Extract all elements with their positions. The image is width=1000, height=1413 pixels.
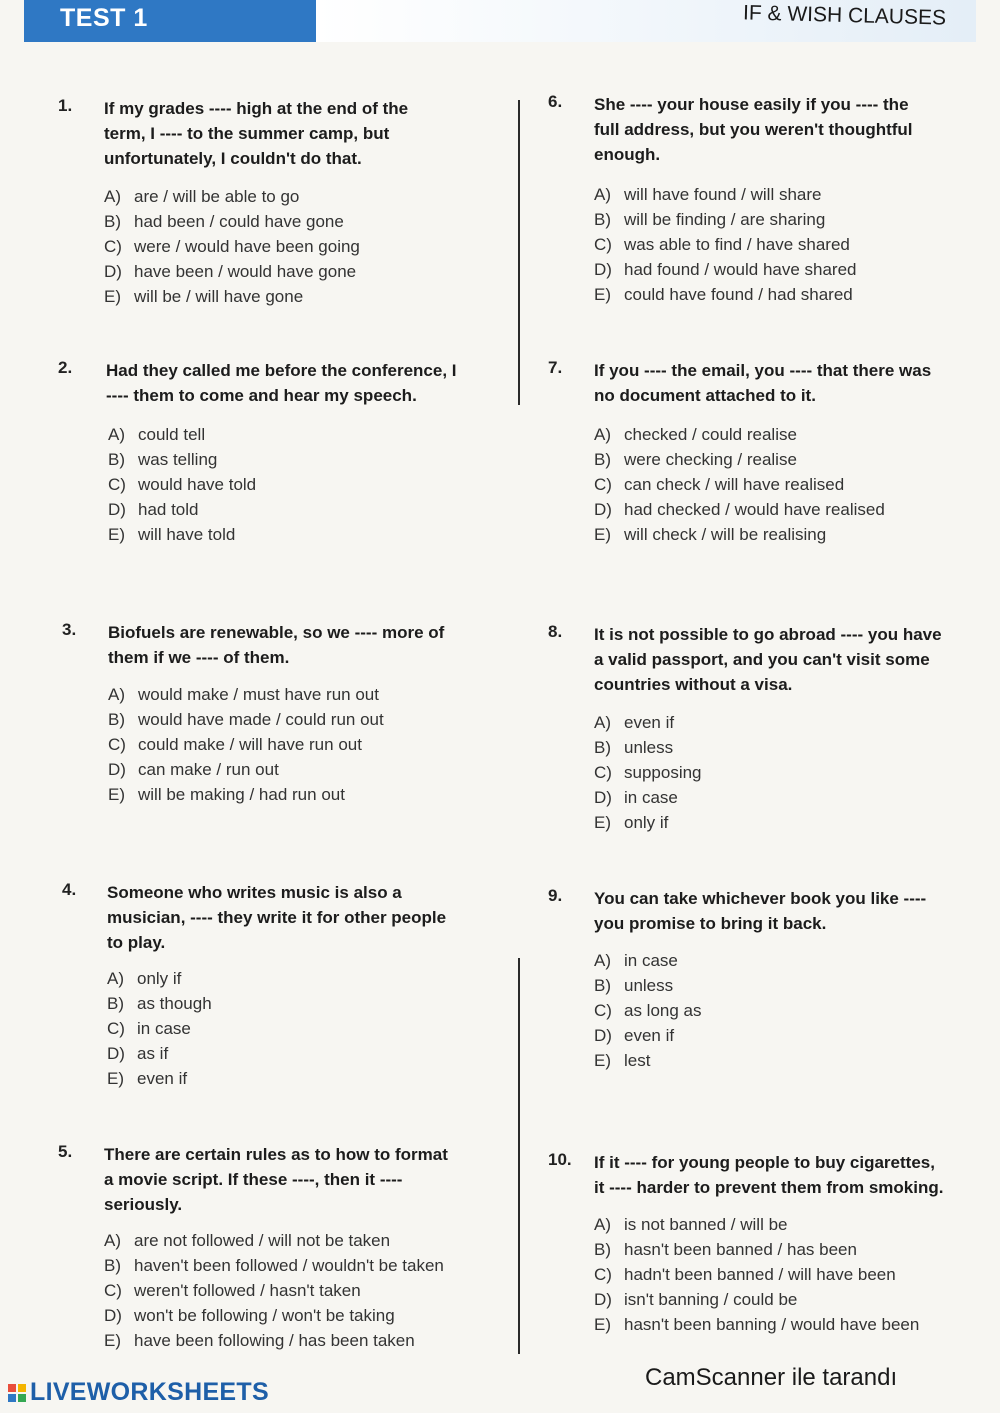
question-stem-line: If my grades ---- high at the end of the [104, 99, 409, 118]
option-letter: A) [594, 425, 611, 444]
question-stem [594, 1150, 943, 1200]
answer-option[interactable] [594, 1212, 919, 1237]
option-letter: D) [104, 1306, 122, 1325]
option-letter: D) [594, 1026, 612, 1045]
option-text: is not banned / will be [624, 1215, 788, 1234]
question-stem-line: countries without a visa. [594, 675, 793, 694]
option-letter: E) [107, 1069, 124, 1088]
option-letter: E) [594, 1051, 611, 1070]
option-letter: E) [594, 1315, 611, 1334]
option-text: even if [624, 1026, 675, 1045]
option-letter: C) [594, 475, 612, 494]
option-text: unless [624, 976, 674, 995]
answer-option[interactable] [594, 735, 702, 760]
option-letter: D) [108, 500, 126, 519]
option-letter: B) [594, 450, 611, 469]
option-text: in case [137, 1019, 191, 1038]
topic-title: IF & WISH CLAUSES [742, 1, 947, 30]
question-stem [594, 886, 926, 936]
option-text: can make / run out [138, 760, 279, 779]
option-text: only if [137, 969, 182, 988]
question-stem-line: you promise to bring it back. [594, 914, 827, 933]
option-letter: C) [107, 1019, 125, 1038]
option-text: as if [137, 1044, 169, 1063]
answer-option[interactable] [108, 707, 384, 732]
question-stem-line: There are certain rules as to how to format [104, 1145, 448, 1164]
option-letter: C) [104, 1281, 122, 1300]
option-text: won't be following / won't be taking [134, 1306, 395, 1325]
answer-option[interactable] [594, 1023, 702, 1048]
option-text: have been following / has been taken [134, 1331, 415, 1350]
option-letter: A) [107, 969, 124, 988]
column-divider-upper [518, 100, 520, 405]
answer-option[interactable] [107, 966, 212, 991]
option-letter: A) [594, 951, 611, 970]
option-text: hadn't been banned / will have been [624, 1265, 896, 1284]
option-text: even if [137, 1069, 188, 1088]
answer-option[interactable] [594, 472, 885, 497]
answer-option[interactable] [594, 422, 885, 447]
option-letter: C) [104, 237, 122, 256]
question-number: 5. [58, 1142, 73, 1161]
option-text: would make / must have run out [138, 685, 379, 704]
logo-square-red [8, 1384, 16, 1392]
question-stem-line: Had they called me before the conference, I [106, 361, 457, 380]
column-divider-lower [518, 958, 520, 1354]
option-text: haven't been followed / wouldn't be taken [134, 1256, 444, 1275]
option-letter: C) [594, 235, 612, 254]
option-letter: D) [104, 262, 122, 281]
answer-option[interactable] [594, 760, 702, 785]
option-letter: C) [594, 1265, 612, 1284]
answer-option[interactable] [594, 973, 702, 998]
option-letter: E) [104, 287, 121, 306]
question-number: 3. [62, 620, 77, 639]
option-text: as though [137, 994, 212, 1013]
answer-option[interactable] [104, 1278, 444, 1303]
option-text: would have told [138, 475, 257, 494]
answer-option[interactable] [104, 284, 360, 309]
question-stem [594, 92, 913, 167]
option-letter: E) [108, 525, 125, 544]
option-letter: E) [594, 285, 611, 304]
answer-option[interactable] [104, 234, 360, 259]
option-text: can check / will have realised [624, 475, 845, 494]
answer-option[interactable] [108, 732, 384, 757]
answer-options [108, 422, 256, 547]
question-stem-line: musician, ---- they write it for other people [107, 908, 447, 927]
option-text: will be finding / are sharing [624, 210, 826, 229]
option-text: supposing [624, 763, 702, 782]
option-text: had checked / would have realised [624, 500, 885, 519]
option-letter: D) [107, 1044, 125, 1063]
answer-option[interactable] [594, 497, 885, 522]
option-text: could tell [138, 425, 206, 444]
option-letter: B) [594, 210, 611, 229]
question-stem [104, 96, 408, 171]
question-stem-line: Biofuels are renewable, so we ---- more of [108, 623, 445, 642]
option-text: hasn't been banning / would have been [624, 1315, 920, 1334]
question-number: 7. [548, 358, 563, 377]
answer-option[interactable] [104, 1303, 444, 1328]
question-stem [104, 1142, 448, 1217]
question-stem-line: enough. [594, 145, 661, 164]
option-text: will have told [138, 525, 236, 544]
option-letter: A) [594, 1215, 611, 1234]
answer-option[interactable] [594, 1237, 919, 1262]
option-letter: B) [594, 738, 611, 757]
question-stem [594, 358, 931, 408]
option-letter: A) [104, 1231, 121, 1250]
option-text: would have made / could run out [138, 710, 384, 729]
answer-option[interactable] [108, 447, 256, 472]
option-text: hasn't been banned / has been [624, 1240, 857, 1259]
answer-option[interactable] [594, 785, 702, 810]
answer-option[interactable] [108, 522, 256, 547]
option-text: was able to find / have shared [624, 235, 850, 254]
option-text: have been / would have gone [134, 262, 357, 281]
option-text: was telling [138, 450, 218, 469]
option-letter: C) [594, 1001, 612, 1020]
option-text: had told [138, 500, 199, 519]
option-letter: C) [108, 475, 126, 494]
answer-option[interactable] [594, 948, 702, 973]
question-stem-line: If you ---- the email, you ---- that there was [594, 361, 932, 380]
option-letter: B) [108, 710, 125, 729]
option-text: could have found / had shared [624, 285, 853, 304]
answer-option[interactable] [108, 682, 384, 707]
option-letter: B) [104, 1256, 121, 1275]
question-number: 4. [62, 880, 77, 899]
question-number: 2. [58, 358, 73, 377]
option-letter: D) [594, 1290, 612, 1309]
question-number: 6. [548, 92, 563, 111]
answer-option[interactable] [594, 1287, 919, 1312]
answer-option[interactable] [104, 184, 360, 209]
option-text: could make / will have run out [138, 735, 362, 754]
option-letter: B) [594, 1240, 611, 1259]
question-number: 1. [58, 96, 73, 115]
option-text: will have found / will share [624, 185, 822, 204]
option-text: had found / would have shared [624, 260, 857, 279]
option-text: checked / could realise [624, 425, 797, 444]
option-letter: B) [104, 212, 121, 231]
option-text: were checking / realise [624, 450, 797, 469]
option-text: unless [624, 738, 674, 757]
answer-options [104, 1228, 444, 1353]
question-stem [107, 880, 446, 955]
option-letter: D) [594, 260, 612, 279]
liveworksheets-logo-icon [8, 1384, 26, 1402]
question-stem-line: it ---- harder to prevent them from smoking. [594, 1178, 944, 1197]
question-stem-line: Someone who writes music is also a [107, 883, 402, 902]
liveworksheets-brand: LIVEWORKSHEETS [30, 1378, 269, 1406]
option-letter: B) [594, 976, 611, 995]
option-text: only if [624, 813, 669, 832]
question-stem [108, 620, 444, 670]
option-text: will be / will have gone [134, 287, 304, 306]
option-text: in case [624, 951, 678, 970]
liveworksheets-logo [8, 1378, 269, 1407]
question-stem-line: a valid passport, and you can't visit some [594, 650, 930, 669]
option-text: weren't followed / hasn't taken [134, 1281, 361, 1300]
question-stem-line: seriously. [104, 1195, 183, 1214]
question-stem-line: full address, but you weren't thoughtful [594, 120, 913, 139]
answer-options [107, 966, 212, 1091]
answer-options [594, 948, 702, 1073]
answer-option[interactable] [594, 282, 857, 307]
option-text: were / would have been going [134, 237, 360, 256]
option-text: lest [624, 1051, 651, 1070]
answer-option[interactable] [594, 1048, 702, 1073]
question-stem-line: term, I ---- to the summer camp, but [104, 124, 390, 143]
option-letter: A) [594, 713, 611, 732]
option-letter: A) [104, 187, 121, 206]
question-stem-line: ---- them to come and hear my speech. [106, 386, 417, 405]
option-text: as long as [624, 1001, 702, 1020]
scanner-watermark: CamScanner ile tarandı [645, 1364, 898, 1391]
answer-option[interactable] [108, 422, 256, 447]
answer-option[interactable] [107, 991, 212, 1016]
answer-option[interactable] [594, 1262, 919, 1287]
question-stem-line: them if we ---- of them. [108, 648, 290, 667]
question-stem-line: She ---- your house easily if you ---- the [594, 95, 909, 114]
question-stem-line: unfortunately, I couldn't do that. [104, 149, 362, 168]
answer-option[interactable] [594, 232, 857, 257]
answer-option[interactable] [594, 1312, 919, 1337]
option-letter: D) [594, 788, 612, 807]
option-letter: A) [594, 185, 611, 204]
option-letter: B) [108, 450, 125, 469]
option-text: are not followed / will not be taken [134, 1231, 391, 1250]
logo-square-green [18, 1394, 26, 1402]
option-text: even if [624, 713, 675, 732]
question-stem-line: It is not possible to go abroad ---- you have [594, 625, 942, 644]
question-number: 10. [548, 1150, 572, 1169]
test-title: TEST 1 [60, 4, 148, 32]
option-text: had been / could have gone [134, 212, 344, 231]
answer-option[interactable] [594, 447, 885, 472]
option-text: isn't banning / could be [624, 1290, 798, 1309]
option-letter: B) [107, 994, 124, 1013]
option-letter: E) [108, 785, 125, 804]
answer-option[interactable] [594, 257, 857, 282]
answer-option[interactable] [107, 1016, 212, 1041]
question-stem [594, 622, 942, 697]
answer-options [594, 710, 702, 835]
question-stem-line: a movie script. If these ----, then it ---- [104, 1170, 403, 1189]
answer-options [108, 682, 384, 807]
answer-options [104, 184, 360, 309]
answer-options [594, 422, 885, 547]
question-stem [106, 358, 457, 408]
answer-option[interactable] [108, 472, 256, 497]
question-stem-line: You can take whichever book you like ---- [594, 889, 927, 908]
option-letter: D) [594, 500, 612, 519]
option-letter: E) [594, 525, 611, 544]
answer-options [594, 1212, 919, 1337]
question-number: 9. [548, 886, 563, 905]
answer-option[interactable] [104, 1328, 444, 1353]
option-text: in case [624, 788, 678, 807]
answer-option[interactable] [594, 207, 857, 232]
answer-option[interactable] [594, 182, 857, 207]
answer-option[interactable] [107, 1041, 212, 1066]
option-text: will be making / had run out [138, 785, 345, 804]
answer-option[interactable] [594, 710, 702, 735]
answer-option[interactable] [108, 782, 384, 807]
option-letter: A) [108, 685, 125, 704]
logo-square-blue [8, 1394, 16, 1402]
answer-options [594, 182, 857, 307]
option-letter: C) [594, 763, 612, 782]
option-text: are / will be able to go [134, 187, 300, 206]
option-letter: D) [108, 760, 126, 779]
answer-option[interactable] [594, 998, 702, 1023]
answer-option[interactable] [108, 497, 256, 522]
answer-option[interactable] [104, 209, 360, 234]
answer-option[interactable] [594, 810, 702, 835]
option-letter: A) [108, 425, 125, 444]
option-letter: E) [104, 1331, 121, 1350]
option-letter: C) [108, 735, 126, 754]
question-number: 8. [548, 622, 563, 641]
option-text: will check / will be realising [624, 525, 827, 544]
answer-option[interactable] [594, 522, 885, 547]
answer-option[interactable] [104, 259, 360, 284]
question-stem-line: to play. [107, 933, 166, 952]
question-stem-line: no document attached to it. [594, 386, 816, 405]
answer-option[interactable] [104, 1228, 444, 1253]
option-letter: E) [594, 813, 611, 832]
answer-option[interactable] [108, 757, 384, 782]
question-stem-line: If it ---- for young people to buy cigarettes, [594, 1153, 935, 1172]
answer-option[interactable] [104, 1253, 444, 1278]
header-band [316, 0, 976, 42]
logo-square-yellow [18, 1384, 26, 1392]
answer-option[interactable] [107, 1066, 212, 1091]
